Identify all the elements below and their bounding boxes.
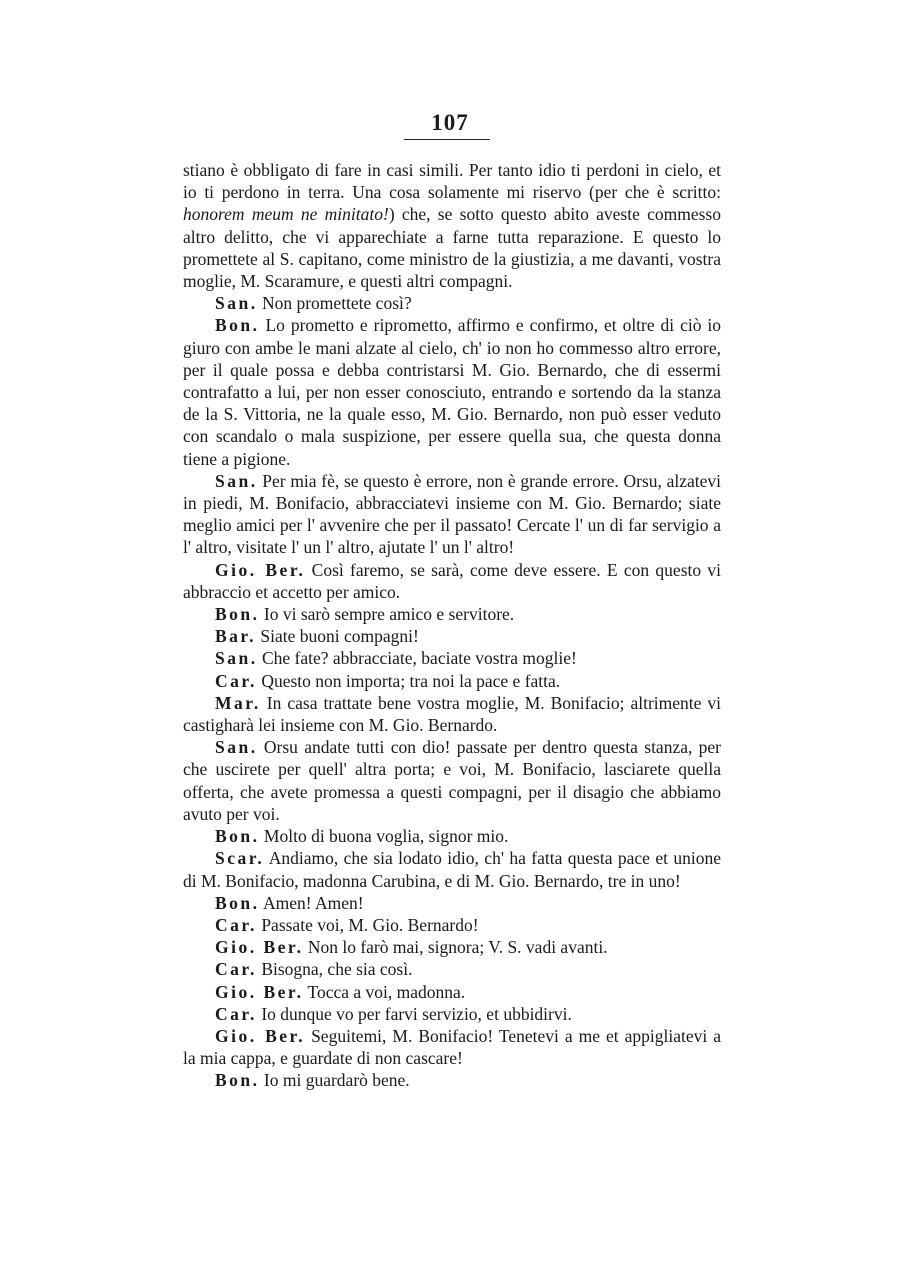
paragraph-text: stiano è obbligato di fare in casi simili. Per tanto idio ti perdoni in cielo, et io ti perdono in terra. Una cosa solamente mi riservo (per che è scritto: [183, 160, 721, 203]
speech-paragraph [183, 625, 721, 647]
speech-text: Che fate? abbracciate, baciate vostra moglie! [261, 648, 577, 669]
paragraph-continuation [183, 159, 721, 292]
speaker-label: Bon. [215, 315, 260, 336]
speech-paragraph [183, 847, 721, 891]
speech-text: Non lo farò mai, signora; V. S. vadi avanti. [307, 937, 608, 958]
speaker-label: Gio. Ber. [215, 981, 304, 1002]
speech-text: Così faremo, se sarà, come deve essere. E con questo vi abbraccio et accetto per amico. [183, 559, 722, 602]
paragraph-text-after: ) che, se sotto questo abito aveste commesso altro delitto, che vi apparechiate a farne tutta reparazione. E questo lo promettete al S. capitano, come ministro de la giustizia, a me davanti, vostra moglie, M. Scaramure, e questi altri compagni. [183, 204, 721, 292]
speech-text: Seguitemi, M. Bonifacio! Tenetevi a me et appigliatevi a la mia cappa, e guardate di non cascare! [183, 1025, 721, 1069]
speaker-label: Car. [215, 959, 257, 980]
speech-text: Questo non importa; tra noi la pace e fatta. [261, 670, 561, 691]
speaker-label: Mar. [215, 692, 261, 713]
speech-text: Tocca a voi, madonna. [307, 981, 466, 1002]
speech-text: Bisogna, che sia così. [261, 959, 413, 980]
speech-paragraph [183, 603, 721, 625]
speech-paragraph [183, 559, 721, 603]
speech-paragraph [183, 470, 721, 559]
speech-text: Per mia fè, se questo è errore, non è grande errore. Orsu, alzatevi in piedi, M. Bonifacio, abbracciatevi insieme con M. Gio. Bernardo; siate meglio amici per l' avvenire che per il passato! Cercate l' un di far servigio a l' altro, visitate l' un l' altro, ajutate l' un l' altro! [183, 470, 722, 558]
page-number: 107 [431, 110, 469, 135]
speech-paragraph [183, 958, 721, 980]
speaker-label: Car. [215, 914, 257, 935]
speech-paragraph [183, 314, 721, 469]
speech-text: In casa trattate bene vostra moglie, M. Bonifacio; altrimente vi castigharà lei insieme con M. Gio. Bernardo. [183, 692, 721, 736]
speech-text: Io mi guardarò bene. [263, 1070, 410, 1091]
speech-text: Io vi sarò sempre amico e servitore. [263, 604, 515, 625]
speech-paragraph [183, 1003, 721, 1025]
speech-text: Non promettete così? [261, 293, 412, 314]
dialogue-text [183, 159, 721, 1092]
speech-text: Molto di buona voglia, signor mio. [263, 826, 509, 847]
speech-text: Passate voi, M. Gio. Bernardo! [261, 914, 479, 935]
page-number-rule [404, 139, 490, 140]
speaker-label: Gio. Ber. [215, 1025, 306, 1046]
speaker-label: San. [215, 648, 258, 669]
speech-paragraph [183, 692, 721, 736]
speaker-label: Bar. [215, 626, 256, 647]
speech-paragraph [183, 292, 721, 314]
speech-paragraph [183, 1025, 721, 1069]
speech-paragraph [183, 825, 721, 847]
speaker-label: Car. [215, 1003, 257, 1024]
speech-text: Siate buoni compagni! [260, 626, 419, 647]
speech-paragraph [183, 670, 721, 692]
speech-paragraph [183, 981, 721, 1003]
speaker-label: San. [215, 470, 258, 491]
speech-text: Lo prometto e riprometto, affirmo e confirmo, et oltre di ciò io giuro con ambe le mani alzate al cielo, ch' io non ho commesso altro errore, per il quale possa e debba contristarsi M. Gio. Bernardo, che di essermi contrafatto a lui, per non esser conosciuto, entrando e sortendo da la stanza de la S. Vittoria, ne la quale esso, M. Gio. Bernardo, non può esser veduto con scandalo o mala suspizione, per essere quella sua, che questa donna tiene a pigione. [183, 315, 722, 469]
speaker-label: San. [215, 293, 258, 314]
speech-paragraph [183, 647, 721, 669]
speech-text: Orsu andate tutti con dio! passate per dentro questa stanza, per che uscirete per quell' altra porta; e voi, M. Bonifacio, lasciarete quella offerta, che avete promessa a questi compagni, per il disagio che abbiamo avuto per voi. [183, 737, 722, 824]
speaker-label: Gio. Ber. [215, 937, 304, 958]
speaker-label: San. [215, 737, 258, 758]
speech-paragraph [183, 1069, 721, 1091]
speech-paragraph [183, 892, 721, 914]
speech-text: Andiamo, che sia lodato idio, ch' ha fatta questa pace et unione di M. Bonifacio, madonna Carubina, e di M. Gio. Bernardo, tre in uno! [183, 848, 721, 891]
speech-text: Amen! Amen! [262, 892, 364, 913]
speech-text: Io dunque vo per farvi servizio, et ubbidirvi. [261, 1003, 572, 1024]
speaker-label: Bon. [215, 826, 260, 847]
latin-quote: honorem meum ne minitato! [183, 204, 389, 225]
speaker-label: Car. [215, 670, 257, 691]
speaker-label: Bon. [215, 604, 260, 625]
speaker-label: Bon. [215, 892, 260, 913]
speech-paragraph [183, 914, 721, 936]
speaker-label: Bon. [215, 1070, 260, 1091]
speaker-label: Scar. [215, 848, 265, 869]
speech-paragraph [183, 736, 721, 825]
speaker-label: Gio. Ber. [215, 559, 306, 580]
speech-paragraph [183, 936, 721, 958]
